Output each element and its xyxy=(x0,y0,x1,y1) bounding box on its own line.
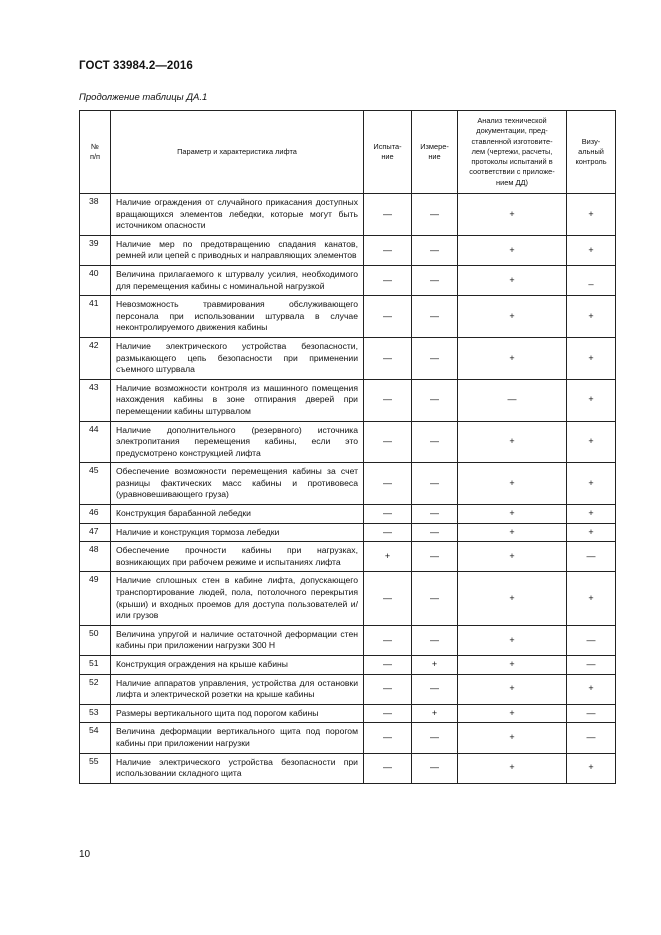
cell-test: — xyxy=(364,235,412,265)
cell-visual: — xyxy=(567,656,616,675)
cell-visual: — xyxy=(567,625,616,655)
table-row xyxy=(80,194,616,236)
cell-measure: — xyxy=(412,194,458,236)
cell-test: — xyxy=(364,704,412,723)
table-row xyxy=(80,265,616,295)
column-header-analysis: Анализ технической документации, пред- ставленной изготовите- лем (чертежи, расчеты, протоколы испытаний в соответствии с приложе- нием ДД) xyxy=(458,111,567,194)
cell-num: 46 xyxy=(80,505,111,524)
cell-visual: + xyxy=(567,194,616,236)
cell-test: — xyxy=(364,674,412,704)
table-row xyxy=(80,572,616,625)
cell-measure: — xyxy=(412,723,458,753)
cell-test: — xyxy=(364,379,412,421)
table-row xyxy=(80,753,616,783)
cell-measure: — xyxy=(412,505,458,524)
cell-num: 51 xyxy=(80,656,111,675)
cell-test: + xyxy=(364,542,412,572)
cell-visual: + xyxy=(567,296,616,338)
cell-param: Величина упругой и наличие остаточной деформации стен кабины при приложении нагрузки 300 Н xyxy=(111,625,364,655)
cell-analysis: + xyxy=(458,235,567,265)
cell-visual: + xyxy=(567,235,616,265)
cell-param: Обеспечение возможности перемещения кабины за счет разницы фактических масс кабины и противовеса (уравновешивающего груза) xyxy=(111,463,364,505)
cell-visual: + xyxy=(567,572,616,625)
table-row xyxy=(80,523,616,542)
cell-visual: + xyxy=(567,337,616,379)
table-row xyxy=(80,656,616,675)
cell-test: — xyxy=(364,421,412,463)
cell-analysis: + xyxy=(458,505,567,524)
cell-num: 39 xyxy=(80,235,111,265)
cell-param: Наличие и конструкция тормоза лебедки xyxy=(111,523,364,542)
cell-param: Наличие электрического устройства безопасности, размыкающего цепь безопасности при применении съемного штурвала xyxy=(111,337,364,379)
cell-visual: + xyxy=(567,505,616,524)
cell-analysis: + xyxy=(458,656,567,675)
cell-measure: — xyxy=(412,296,458,338)
cell-num: 45 xyxy=(80,463,111,505)
cell-num: 41 xyxy=(80,296,111,338)
cell-measure: — xyxy=(412,421,458,463)
cell-analysis: + xyxy=(458,572,567,625)
cell-param: Невозможность травмирования обслуживающего персонала при использовании штурвала в случае неконтролируемого движения кабины xyxy=(111,296,364,338)
cell-num: 50 xyxy=(80,625,111,655)
cell-num: 42 xyxy=(80,337,111,379)
cell-visual: + xyxy=(567,753,616,783)
column-header-measure: Измере- ние xyxy=(412,111,458,194)
cell-param: Наличие аппаратов управления, устройства для остановки лифта и электрической розетки на крыше кабины xyxy=(111,674,364,704)
column-header-num: № п/п xyxy=(80,111,111,194)
cell-measure: — xyxy=(412,674,458,704)
cell-visual: + xyxy=(567,523,616,542)
cell-analysis: + xyxy=(458,194,567,236)
cell-visual: + xyxy=(567,421,616,463)
cell-test: — xyxy=(364,194,412,236)
table-row xyxy=(80,625,616,655)
cell-visual: + xyxy=(567,674,616,704)
table-caption: Продолжение таблицы ДА.1 xyxy=(79,92,208,103)
cell-param: Наличие электрического устройства безопасности при использовании складного щита xyxy=(111,753,364,783)
cell-param: Конструкция барабанной лебедки xyxy=(111,505,364,524)
cell-num: 43 xyxy=(80,379,111,421)
column-header-param: Параметр и характеристика лифта xyxy=(111,111,364,194)
table-row xyxy=(80,463,616,505)
cell-measure: + xyxy=(412,656,458,675)
cell-measure: + xyxy=(412,704,458,723)
cell-analysis: + xyxy=(458,625,567,655)
cell-num: 48 xyxy=(80,542,111,572)
cell-visual: + xyxy=(567,379,616,421)
cell-measure: — xyxy=(412,337,458,379)
table-row xyxy=(80,505,616,524)
cell-param: Наличие дополнительного (резервного) источника электропитания перемещения кабины, если это предусмотрено конструкцией лифта xyxy=(111,421,364,463)
table-row xyxy=(80,235,616,265)
cell-analysis: + xyxy=(458,704,567,723)
table-row xyxy=(80,704,616,723)
cell-analysis: + xyxy=(458,296,567,338)
cell-num: 52 xyxy=(80,674,111,704)
cell-measure: — xyxy=(412,542,458,572)
cell-param: Размеры вертикального щита под порогом кабины xyxy=(111,704,364,723)
cell-num: 55 xyxy=(80,753,111,783)
cell-num: 44 xyxy=(80,421,111,463)
cell-measure: — xyxy=(412,753,458,783)
cell-test: — xyxy=(364,337,412,379)
cell-test: — xyxy=(364,656,412,675)
page-number: 10 xyxy=(79,849,91,860)
cell-visual: — xyxy=(567,723,616,753)
cell-num: 54 xyxy=(80,723,111,753)
cell-analysis: + xyxy=(458,337,567,379)
cell-visual: — xyxy=(567,542,616,572)
cell-analysis: + xyxy=(458,674,567,704)
document-header: ГОСТ 33984.2—2016 xyxy=(79,60,193,72)
cell-analysis: + xyxy=(458,421,567,463)
cell-num: 38 xyxy=(80,194,111,236)
cell-param: Наличие ограждения от случайного прикасания доступных вращающихся элементов лебедки, которые могут быть источником опасности xyxy=(111,194,364,236)
table-row xyxy=(80,723,616,753)
cell-param: Наличие возможности контроля из машинного помещения нахождения кабины в зоне отпирания дверей при перемещении кабины штурвалом xyxy=(111,379,364,421)
cell-visual: — xyxy=(567,704,616,723)
cell-test: — xyxy=(364,572,412,625)
cell-measure: — xyxy=(412,235,458,265)
requirements-table xyxy=(79,110,616,784)
cell-param: Конструкция ограждения на крыше кабины xyxy=(111,656,364,675)
cell-test: — xyxy=(364,625,412,655)
cell-num: 53 xyxy=(80,704,111,723)
cell-measure: — xyxy=(412,265,458,295)
cell-analysis: + xyxy=(458,753,567,783)
table-row xyxy=(80,674,616,704)
cell-test: — xyxy=(364,265,412,295)
cell-measure: — xyxy=(412,523,458,542)
cell-test: — xyxy=(364,296,412,338)
column-header-visual: Визу- альный контроль xyxy=(567,111,616,194)
cell-visual: + xyxy=(567,463,616,505)
cell-test: — xyxy=(364,723,412,753)
cell-measure: — xyxy=(412,625,458,655)
cell-test: — xyxy=(364,505,412,524)
cell-param: Обеспечение прочности кабины при нагрузках, возникающих при рабочем режиме и испытаниях лифта xyxy=(111,542,364,572)
cell-analysis: — xyxy=(458,379,567,421)
cell-num: 49 xyxy=(80,572,111,625)
cell-measure: — xyxy=(412,572,458,625)
cell-measure: — xyxy=(412,379,458,421)
cell-param: Наличие сплошных стен в кабине лифта, допускающего транспортирование людей, пола, потолочного перекрытия (крыши) и входных проемов для доступа пользователей и/или грузов xyxy=(111,572,364,625)
cell-measure: — xyxy=(412,463,458,505)
cell-test: — xyxy=(364,523,412,542)
table-header-row xyxy=(80,111,616,194)
cell-param: Величина прилагаемого к штурвалу усилия, необходимого для перемещения кабины с номинальной нагрузкой xyxy=(111,265,364,295)
cell-test: — xyxy=(364,753,412,783)
table-row xyxy=(80,337,616,379)
cell-analysis: + xyxy=(458,542,567,572)
table-row xyxy=(80,379,616,421)
cell-analysis: + xyxy=(458,723,567,753)
column-header-test: Испыта- ние xyxy=(364,111,412,194)
cell-num: 40 xyxy=(80,265,111,295)
table-row xyxy=(80,296,616,338)
cell-param: Величина деформации вертикального щита под порогом кабины при приложении нагрузки xyxy=(111,723,364,753)
table-row xyxy=(80,542,616,572)
cell-analysis: + xyxy=(458,523,567,542)
cell-analysis: + xyxy=(458,265,567,295)
table-row xyxy=(80,421,616,463)
cell-param: Наличие мер по предотвращению спадания канатов, ремней или цепей с приводных и направляющих элементов xyxy=(111,235,364,265)
cell-test: — xyxy=(364,463,412,505)
cell-visual: _ xyxy=(567,265,616,295)
cell-num: 47 xyxy=(80,523,111,542)
cell-analysis: + xyxy=(458,463,567,505)
